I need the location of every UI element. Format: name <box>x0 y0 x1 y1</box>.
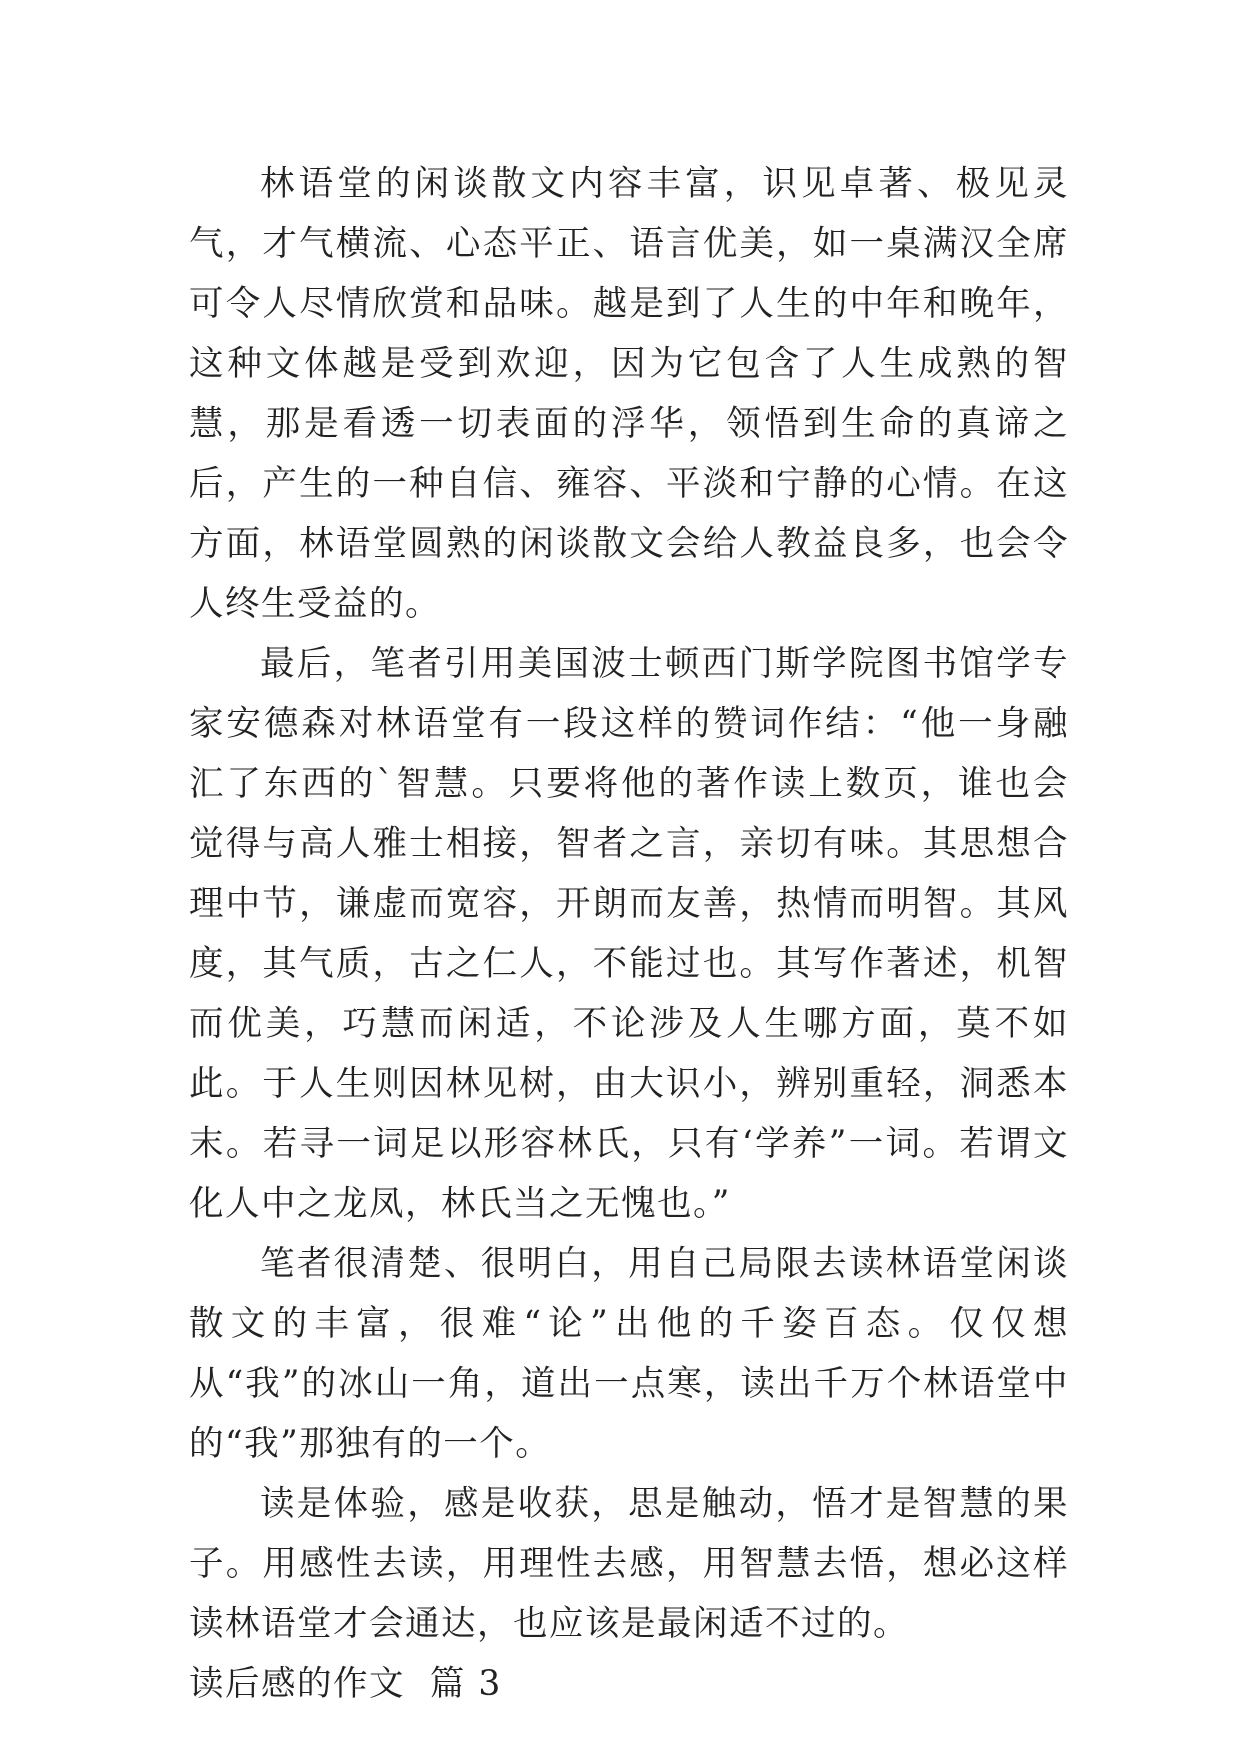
paragraph-2: 最后，笔者引用美国波士顿西门斯学院图书馆学专家安德森对林语堂有一段这样的赞词作结：“他一身融汇了东西的`智慧。只要将他的著作读上数页，谁也会觉得与高人雅士相接，智者之言，亲切有味。其思想合理中节，谦虚而宽容，开朗而友善，热情而明智。其风度，其气质，古之仁人，不能过也。其写作著述，机智而优美，巧慧而闲适，不论涉及人生哪方面，莫不如此。于人生则因林见树，由大识小，辨别重轻，洞悉本末。若寻一词足以形容林氏，只有‘学养”一词。若谓文化人中之龙凤，林氏当之无愧也。” <box>189 644 1069 1224</box>
paragraph-1: 林语堂的闲谈散文内容丰富，识见卓著、极见灵气，才气横流、心态平正、语言优美，如一桌满汉全席可令人尽情欣赏和品味。越是到了人生的中年和晚年，这种文体越是受到欢迎，因为它包含了人生成熟的智慧，那是看透一切表面的浮华，领悟到生命的真谛之后，产生的一种自信、雍容、平淡和宁静的心情。在这方面，林语堂圆熟的闲谈散文会给人教益良多，也会令人终生受益的。 <box>189 164 1069 624</box>
paragraph-4: 读是体验，感是收获，思是触动，悟才是智慧的果子。用感性去读，用理性去感，用智慧去悟，想必这样读林语堂才会通达，也应该是最闲适不过的。 <box>189 1484 1069 1644</box>
section-heading: 读后感的作文 篇 3 <box>189 1664 502 1704</box>
paragraph-3: 笔者很清楚、很明白，用自己局限去读林语堂闲谈散文的丰富，很难“论”出他的千姿百态。仅仅想从“我”的冰山一角，道出一点寒，读出千万个林语堂中的“我”那独有的一个。 <box>189 1244 1069 1464</box>
document-body <box>189 154 1069 1714</box>
